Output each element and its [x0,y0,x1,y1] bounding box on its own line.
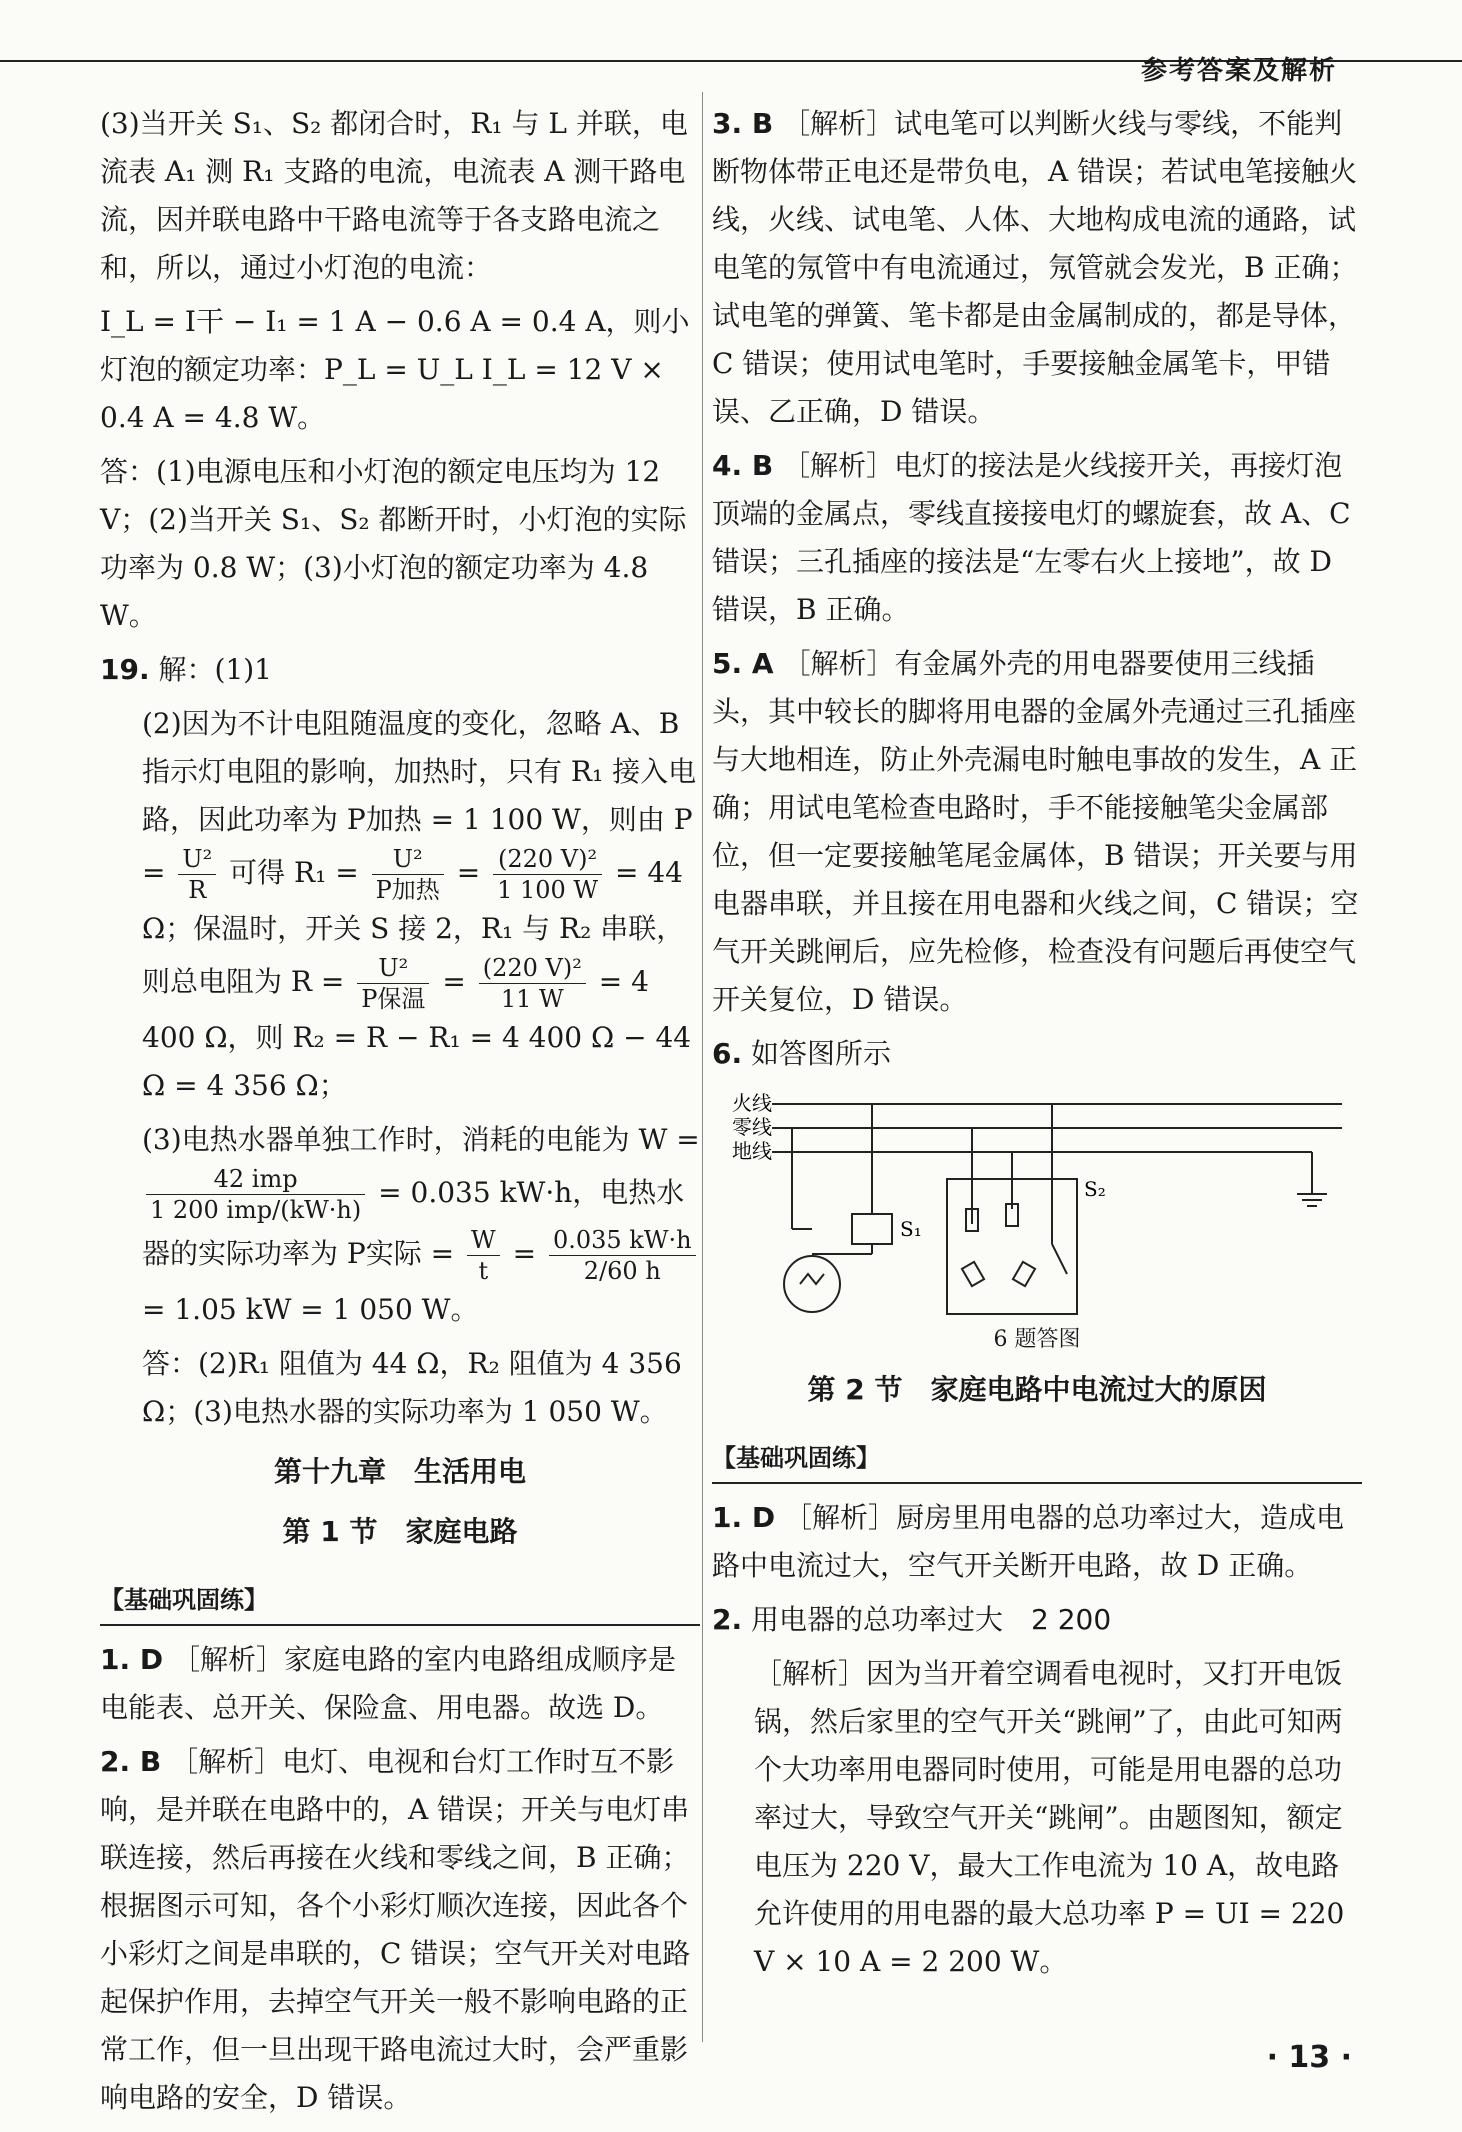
header-title: 参考答案及解析 [1140,56,1337,86]
practice-label-2: 【基础巩固练】 [712,1434,1362,1484]
label-s1: S₁ [900,1217,922,1241]
frac-den: 11 W [500,985,564,1013]
frac-den: R [188,876,207,904]
q3-number: 3. B [712,107,774,140]
right-column [712,100,1362,1992]
q6-text: 如答图所示 [751,1037,892,1070]
diagram-caption: 6 题答图 [993,1327,1081,1352]
r2-explanation: ［解析］因为当开着空调看电视时，又打开电饭锅，然后家里的空气开关“跳闸”了，由此可知两个大功率用电器同时使用，可能是用电器的总功率过大，导致空气开关“跳闸”。由题图知，额定电压为 220 V，最大工作电流为 10 A，故电路允许使用的用电器的最大总功率 P = UI = 220 V × 10 A = 2 200 W。 [754,1657,1345,1978]
q4 [712,442,1362,634]
r2 [712,1596,1362,1644]
q18-calc: I_L = I干 − I₁ = 1 A − 0.6 A = 0.4 A，则小灯泡的额定功率：P_L = U_L I_L = 12 V × 0.4 A = 4.8 W。 [100,305,690,434]
practice-label: 【基础巩固练】 [100,1576,700,1626]
fraction [467,1225,500,1286]
r2-answer: 用电器的总功率过大 2 200 [751,1603,1112,1636]
frac-num: U² [357,953,429,984]
q19-p2c: = [456,856,481,889]
q19-p3d: = 1.05 kW = 1 050 W。 [142,1293,479,1326]
q19-answer: 答：(2)R₁ 阻值为 44 Ω，R₂ 阻值为 4 356 Ω；(3)电热水器的实际功率为 1 050 W。 [142,1347,682,1428]
switch-s2 [1052,1244,1067,1274]
frac-den: P加热 [375,876,440,904]
frac-num: 0.035 kW·h [549,1225,696,1256]
label-ground: 地线 [732,1139,772,1163]
q19-p2d: = 44 Ω；保温时，开关 S 接 2，R₁ 与 R₂ 串联，则总电阻为 R = [142,856,685,998]
q3-text: ［解析］试电笔可以判断火线与零线，不能判断物体带正电还是带负电，A 错误；若试电笔接触火线，火线、试电笔、人体、大地构成电流的通路，试电笔的氖管中有电流通过，氖管就会发光，B 正确；试电笔的弹簧、笔卡都是由金属制成的，都是导体，C 错误；使用试电笔时，手要接触金属笔卡，甲错误、乙正确，D 错误。 [712,107,1358,428]
q5 [712,640,1362,1024]
q4-text: ［解析］电灯的接法是火线接开关，再接灯泡顶端的金属点，零线直接接电灯的螺旋套，故 A、C 错误；三孔插座的接法是“左零右火上接地”，故 D 错误，B 正确。 [712,449,1351,626]
r1-text: ［解析］厨房里用电器的总功率过大，造成电路中电流过大，空气开关断开电路，故 D 正确。 [712,1501,1345,1582]
label-s2: S₂ [1084,1177,1106,1201]
page-number: · 13 · [1266,2040,1352,2075]
q19-p2e: = [442,965,466,998]
q3 [712,100,1362,436]
fraction [549,1225,696,1286]
q1-text: ［解析］家庭电路的室内电路组成顺序是电能表、总开关、保险盒、用电器。故选 D。 [100,1643,677,1724]
fraction [178,844,216,905]
frac-den: 1 200 imp/(kW·h) [150,1196,362,1224]
q2-text: ［解析］电灯、电视和台灯工作时互不影响，是并联在电路中的，A 错误；开关与电灯串联连接，然后再接在火线和零线之间，B 正确；根据图示可知，各个小彩灯顺次连接，因此各个小彩灯之间是串联的，C 错误；空气开关对电路起保护作用，去掉空气开关一般不影响电路的正常工作，但一旦出现干路电流过大时，会严重影响电路的安全，D 错误。 [100,1745,691,2114]
q1-number: 1. D [100,1643,164,1676]
r2-number: 2. [712,1603,743,1636]
left-column [100,100,700,2128]
q6-number: 6. [712,1037,743,1070]
frac-num: (220 V)² [479,953,586,984]
r1-number: 1. D [712,1501,776,1534]
socket-bottom-right [1013,1262,1035,1286]
chapter-title: 第十九章 生活用电 [273,1455,526,1488]
switch-s1 [852,1214,892,1244]
q6 [712,1030,1362,1078]
q5-text: ［解析］有金属外壳的用电器要使用三线插头，其中较长的脚将用电器的金属外壳通过三孔插座与大地相连，防止外壳漏电时触电事故的发生，A 正确；用试电笔检查电路时，手不能接触笔尖金属部位，但一定要接触笔尾金属体，B 错误；开关要与用电器串联，并且接在用电器和火线之间，C 错误；空气开关跳闸后，应先检修，检查没有问题后再使空气开关复位，D 错误。 [712,647,1359,1016]
q19-number: 19. [100,653,150,686]
section2-title: 第 2 节 家庭电路中电流过大的原因 [807,1373,1267,1406]
q19-p2a: (2)因为不计电阻随温度的变化，忽略 A、B 指示灯电阻的影响，加热时，只有 R₁ 接入电路，因此功率为 P加热 = 1 100 W，则由 P = [142,707,697,889]
lamp-bulb [784,1256,840,1312]
q19-head [100,646,700,694]
fraction [357,953,429,1014]
q19-p3a: (3)电热水器单独工作时，消耗的电能为 W = [142,1123,700,1156]
q4-number: 4. B [712,449,774,482]
q18-answer: 答：(1)电源电压和小灯泡的额定电压均为 12 V；(2)当开关 S₁、S₂ 都断开时，小灯泡的实际功率为 0.8 W；(3)小灯泡的额定功率为 4.8 W。 [100,455,687,632]
q19-part2 [100,700,700,1110]
q19-p3c: = [512,1237,537,1270]
frac-den: P保温 [361,985,426,1013]
q19-p3b: = 0.035 kW·h，电热水器的实际功率为 P实际 = [142,1176,685,1270]
frac-num: U² [372,844,444,875]
frac-den: 2/60 h [583,1257,661,1285]
circuit-svg [712,1084,1362,1324]
frac-num: (220 V)² [493,844,602,875]
column-divider [702,92,703,2042]
q2 [100,1738,700,2122]
lamp-filament [800,1274,824,1284]
fraction [479,953,586,1014]
q18-part3: (3)当开关 S₁、S₂ 都闭合时，R₁ 与 L 并联，电流表 A₁ 测 R₁ 支路的电流，电流表 A 测干路电流，因并联电路中干路电流等于各支路电流之和，所以，通过小灯泡的电流： [100,107,688,284]
r1 [712,1494,1362,1590]
frac-num: 42 imp [146,1164,365,1195]
section-title: 第 1 节 家庭电路 [282,1515,518,1548]
socket-bottom-left [962,1262,984,1286]
q19-p2b: 可得 R₁ = [229,856,359,889]
fraction [493,844,602,905]
frac-num: U² [178,844,216,875]
q19-p2f: = 4 400 Ω，则 R₂ = R − R₁ = 4 400 Ω − 44 Ω = 4 356 Ω； [142,965,692,1102]
fraction [146,1164,365,1225]
frac-den: t [478,1257,489,1285]
label-live: 火线 [732,1091,772,1115]
frac-den: 1 100 W [497,876,599,904]
fraction [372,844,444,905]
frac-num: W [467,1225,500,1256]
label-neutral: 零线 [732,1115,772,1139]
q1 [100,1636,700,1732]
q5-number: 5. A [712,647,774,680]
q19-part3 [100,1116,700,1334]
q2-number: 2. B [100,1745,162,1778]
q19-head-text: 解：(1)1 [158,653,272,686]
circuit-diagram [712,1084,1362,1324]
